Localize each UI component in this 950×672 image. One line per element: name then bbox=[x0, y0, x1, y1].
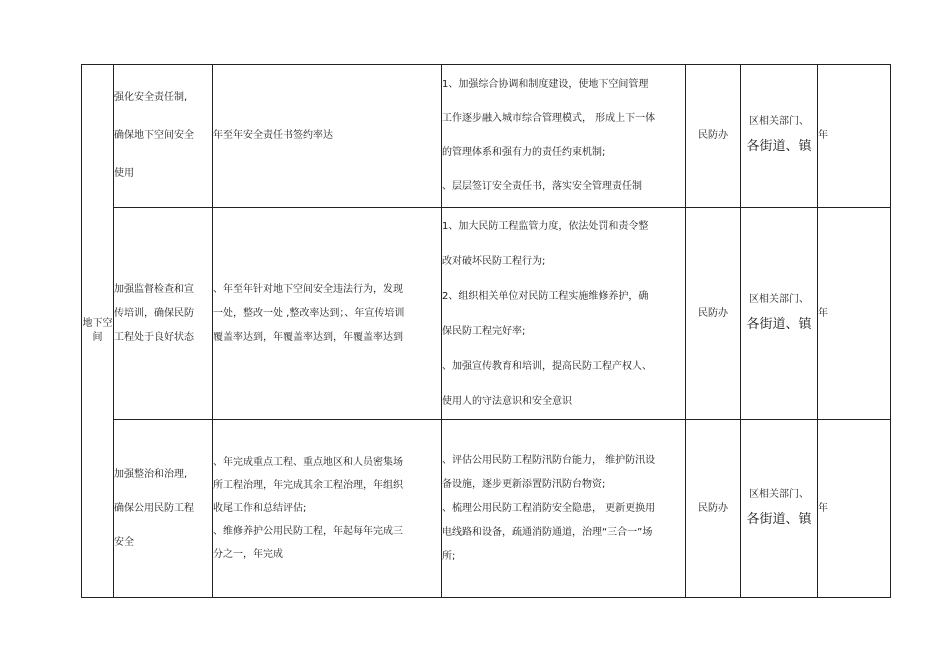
partner-cell bbox=[741, 420, 818, 598]
measures-cell bbox=[442, 65, 686, 208]
year-label: 年 bbox=[818, 502, 828, 514]
goal-cell bbox=[114, 208, 213, 420]
measure-line: 的管理体系和强有力的责任约束机制; bbox=[442, 147, 606, 158]
partner-street: 各街道、镇 bbox=[746, 139, 812, 154]
measure-line: 备设施，逐步更新添置防汛防台物资; bbox=[442, 478, 606, 490]
target-line: 年至年安全责任书签约率达 bbox=[213, 130, 333, 141]
measure-line: 1、加大民防工程监管力度，依法处罚和责令整 bbox=[442, 220, 649, 232]
measures-cell bbox=[442, 208, 686, 420]
target-line: 、维修养护公用民防工程，年起每年完成三 bbox=[213, 526, 403, 537]
goal-cell bbox=[114, 65, 213, 208]
partner-cell bbox=[741, 208, 818, 420]
measure-line: 使用人的守法意识和安全意识 bbox=[442, 395, 572, 407]
goal-cell bbox=[114, 420, 213, 598]
table-row bbox=[82, 208, 891, 420]
target-line: 一处，整改一处 ,整改率达到；、年宣传培训 bbox=[213, 307, 405, 319]
target-line: 所工程治理，年完成其余工程治理，年组织 bbox=[213, 480, 403, 491]
measure-line: 、层层签订安全责任书，落实安全管理责任制 bbox=[442, 181, 642, 192]
goal-line: 使用 bbox=[114, 168, 134, 179]
year-cell bbox=[818, 420, 891, 598]
partner-street: 各街道、镇 bbox=[746, 511, 812, 527]
goal-line: 确保地下空间安全 bbox=[114, 130, 194, 141]
target-line: 、年至年针对地下空间安全违法行为，发现 bbox=[213, 283, 403, 295]
goal-line: 加强监督检查和宣 bbox=[114, 283, 194, 295]
table-row bbox=[82, 65, 891, 208]
year-label: 年 bbox=[818, 130, 828, 141]
goal-line: 工程处于良好状态 bbox=[114, 331, 194, 343]
target-line: 分之一，年完成 bbox=[213, 549, 283, 560]
lead-unit: 民防办 bbox=[698, 130, 728, 141]
measures-cell bbox=[442, 420, 686, 598]
partner-dept: 区相关部门、 bbox=[749, 488, 809, 500]
partner-dept: 区相关部门、 bbox=[749, 116, 809, 127]
category-label: 地下空间 bbox=[82, 318, 113, 343]
partner-dept: 区相关部门、 bbox=[749, 293, 809, 305]
lead-unit: 民防办 bbox=[698, 307, 728, 319]
year-cell bbox=[818, 65, 891, 208]
measure-line: 电线路和设备，疏通消防通道，治理“三合一”场 bbox=[442, 526, 653, 538]
plan-table bbox=[81, 64, 891, 598]
goal-line: 安全 bbox=[114, 536, 134, 548]
measure-line: 保民防工程完好率; bbox=[442, 325, 526, 337]
measure-line: 改对破坏民防工程行为; bbox=[442, 255, 546, 267]
goal-line: 加强整治和治理, bbox=[114, 468, 188, 480]
measure-line: 所; bbox=[442, 550, 456, 562]
year-cell bbox=[818, 208, 891, 420]
measure-line: 、梳理公用民防工程消防安全隐患， 更新更换用 bbox=[442, 502, 656, 514]
target-cell bbox=[213, 420, 442, 598]
measure-line: 工作逐步融入城市综合管理模式， 形成上下一体 bbox=[442, 113, 656, 124]
partner-street: 各街道、镇 bbox=[746, 316, 812, 332]
target-line: 覆盖率达到，年覆盖率达到，年覆盖率达到 bbox=[213, 331, 403, 343]
measure-line: 、加强宣传教育和培训，提高民防工程产权人、 bbox=[442, 360, 652, 372]
goal-line: 传培训，确保民防 bbox=[114, 307, 194, 319]
measure-line: 1、加强综合协调和制度建设，使地下空间管理 bbox=[442, 79, 649, 90]
measure-line: 、评估公用民防工程防汛防台能力， 维护防汛设 bbox=[442, 454, 656, 466]
goal-line: 确保公用民防工程 bbox=[114, 502, 194, 514]
target-cell bbox=[213, 208, 442, 420]
target-line: 、年完成重点工程、重点地区和人员密集场 bbox=[213, 457, 403, 468]
category-cell bbox=[82, 65, 114, 598]
partner-cell bbox=[741, 65, 818, 208]
table-row bbox=[82, 420, 891, 598]
year-label: 年 bbox=[818, 307, 828, 319]
target-cell bbox=[213, 65, 442, 208]
lead-unit: 民防办 bbox=[698, 502, 728, 514]
lead-unit-cell bbox=[686, 65, 741, 208]
target-line: 收尾工作和总结评估; bbox=[213, 503, 307, 514]
goal-line: 强化安全责任制, bbox=[114, 92, 188, 103]
lead-unit-cell bbox=[686, 420, 741, 598]
lead-unit-cell bbox=[686, 208, 741, 420]
measure-line: 2、组织相关单位对民防工程实施维修养护，确 bbox=[442, 290, 649, 302]
